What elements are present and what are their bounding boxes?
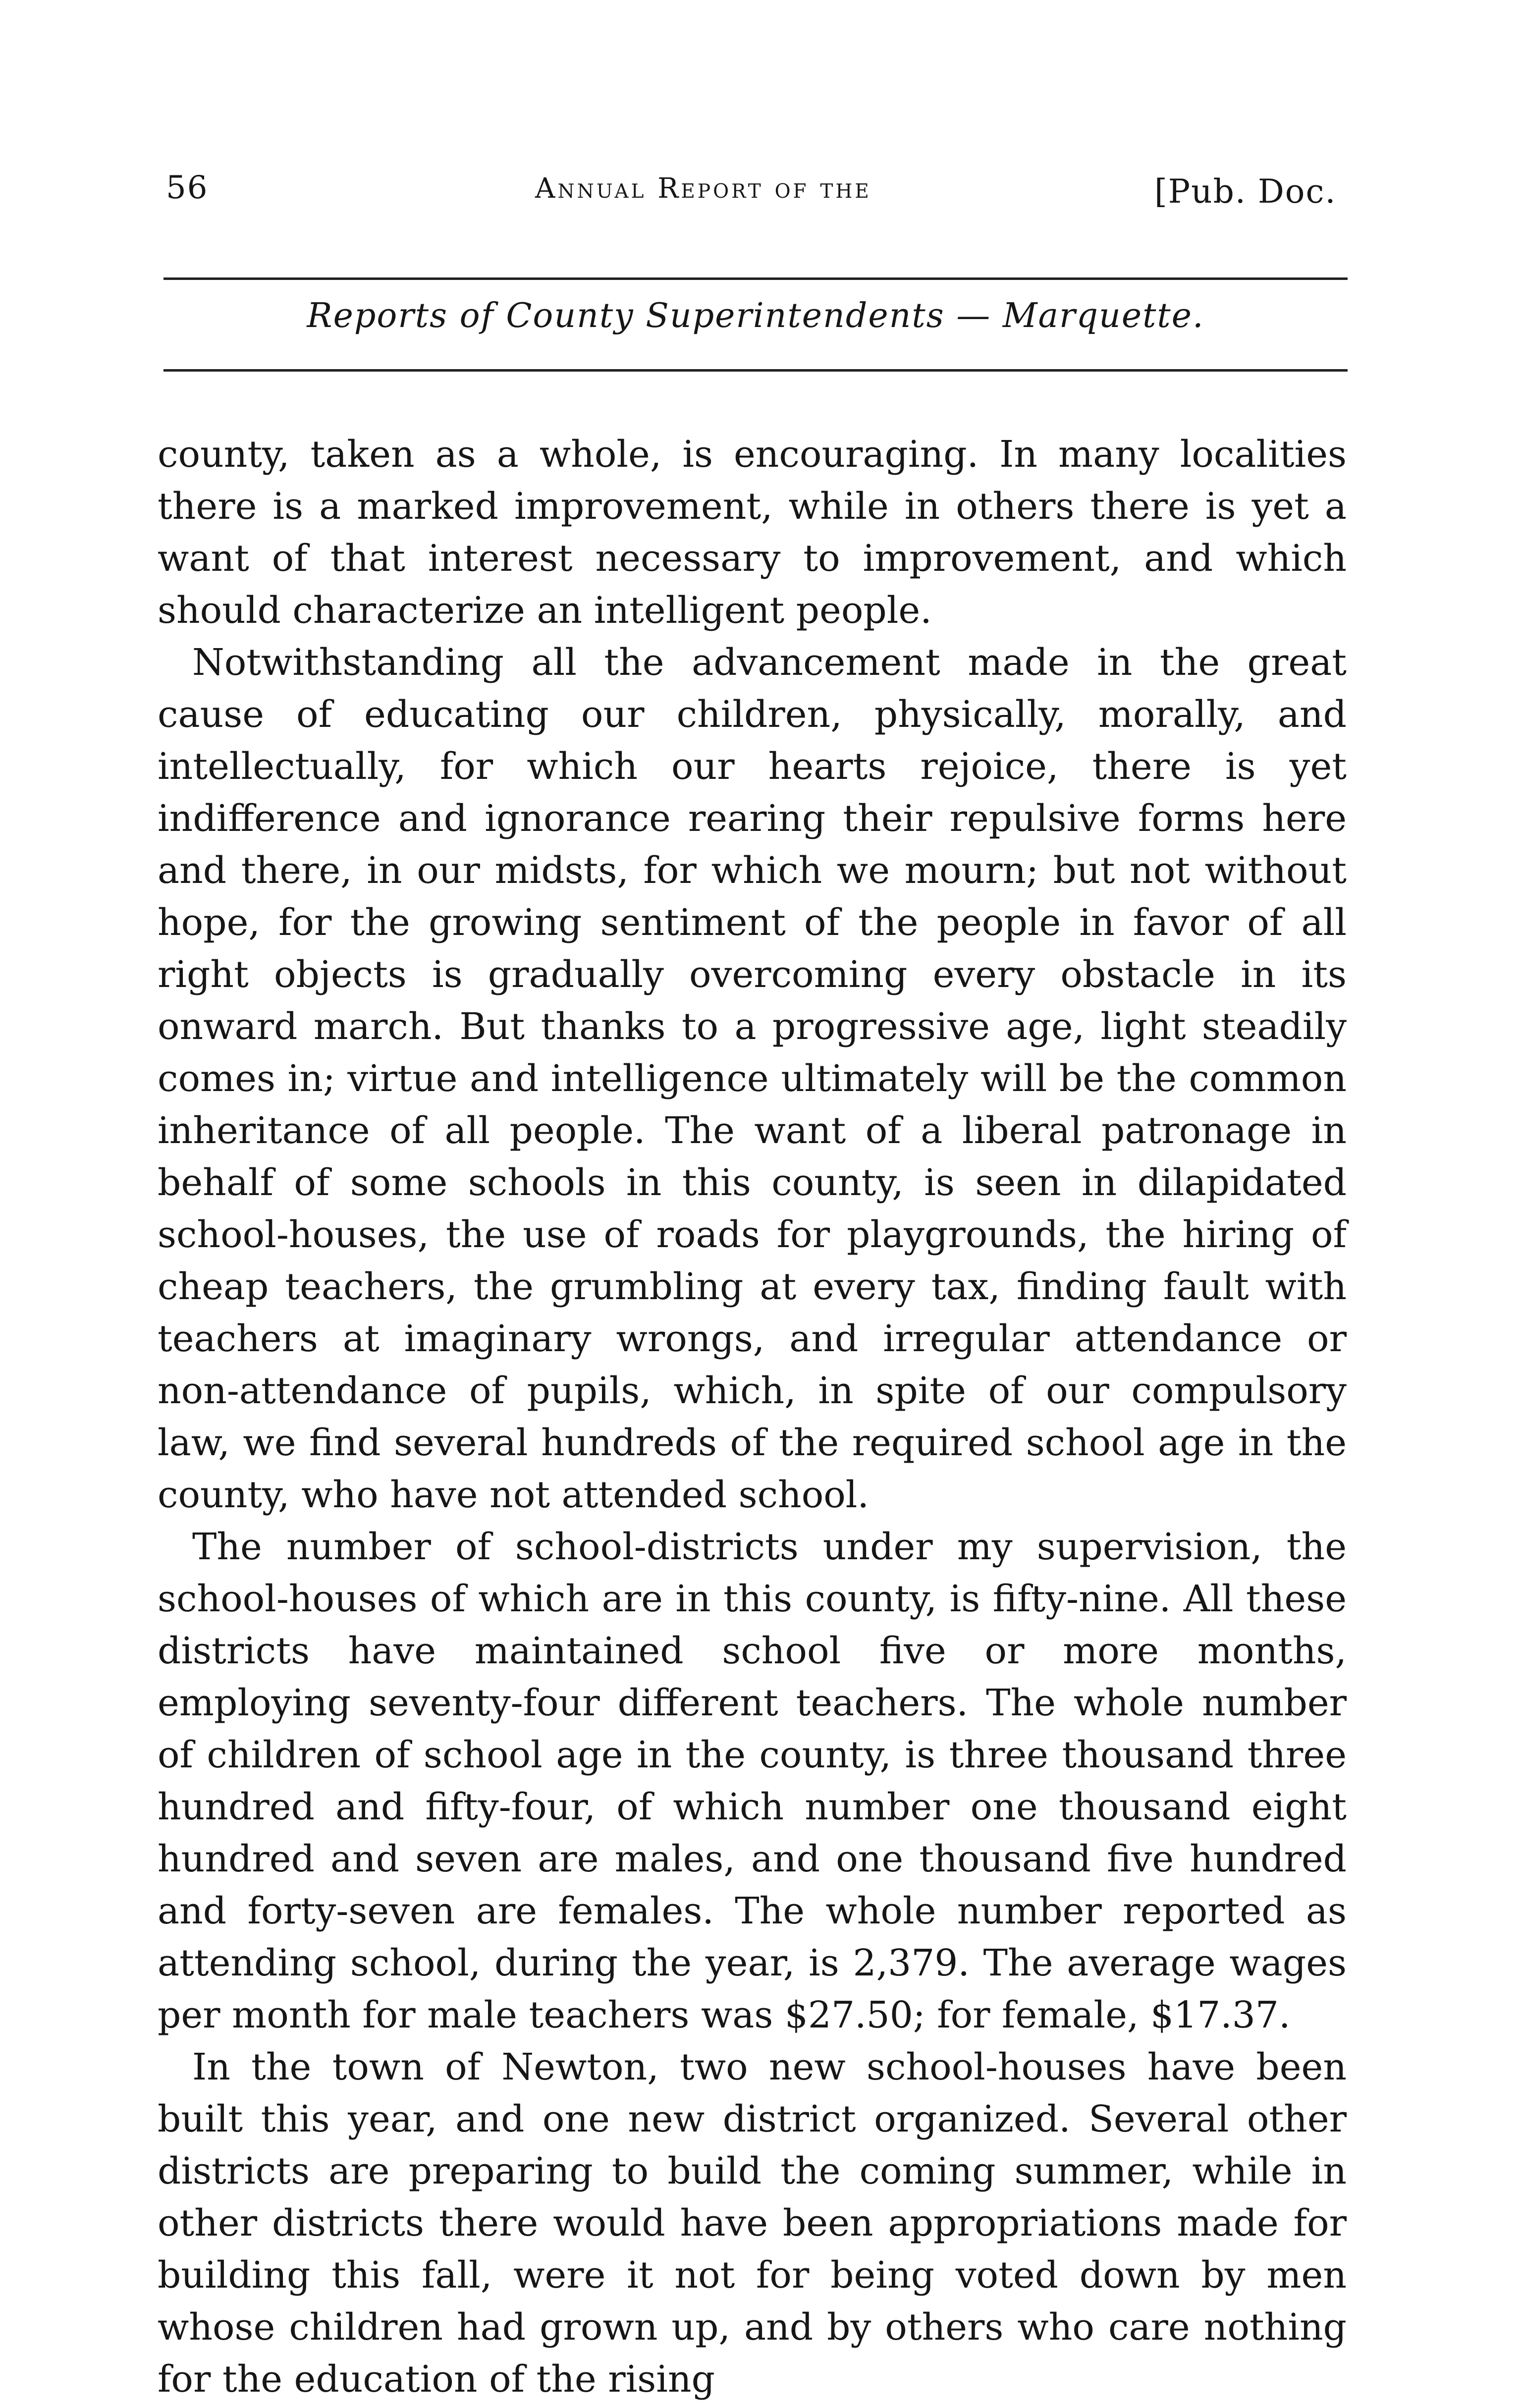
paragraph: Notwithstanding all the advancement made in the great cause of educating our children, physically, morally, and intellectually, for which our hearts rejoice, there is yet indifference and ignorance rearing their repulsive forms here and there, in our midsts, for which we mourn; but not without hope, for the growing sentiment of the people in favor of all right objects is gradually overcoming every obstacle in its onward march. But thanks to a progressive age, light steadily comes in; virtue and intelligence ultimately will be the common inheritance of all people. The want of a liberal patronage in behalf of some schools in this county, is seen in dilapidated school-houses, the use of roads for playgrounds, the hiring of cheap teachers, the grumbling at every tax, finding fault with teachers at imaginary wrongs, and irregular attendance or non-attendance of pupils, which, in spite of our compulsory law, we find several hundreds of the required school age in the county, who have not attended school. xyxy=(158,641,1347,1516)
page-number: 56 xyxy=(166,169,209,206)
body-text xyxy=(158,429,1347,2406)
bottom-rule xyxy=(163,369,1348,372)
document-reference: [Pub. Doc. xyxy=(1154,172,1337,211)
section-title: Reports of County Superintendents — Marquette. xyxy=(307,296,1204,335)
paragraph: In the town of Newton, two new school-houses have been built this year, and one new district organized. Several other districts are preparing to build the coming summer, while in other districts there would have been appropriations made for building this fall, were it not for being voted down by men whose children had grown up, and by others who care nothing for the education of the rising xyxy=(158,2046,1347,2401)
top-rule xyxy=(163,277,1348,280)
paragraph-continued: county, taken as a whole, is encouraging. In many localities there is a marked improvement, while in others there is yet a want of that interest necessary to improvement, and which should characterize an intelligent people. xyxy=(158,433,1347,632)
paragraph: The number of school-districts under my supervision, the school-houses of which are in this county, is fifty-nine. All these districts have maintained school five or more months, employing seventy-four different teachers. The whole number of children of school age in the county, is three thousand three hundred and fifty-four, of which number one thousand eight hundred and seven are males, and one thousand five hundred and forty-seven are females. The whole number reported as attending school, during the year, is 2,379. The average wages per month for male teachers was $27.50; for female, $17.37. xyxy=(158,1526,1347,2036)
running-head: Annual Report of the xyxy=(535,172,871,205)
